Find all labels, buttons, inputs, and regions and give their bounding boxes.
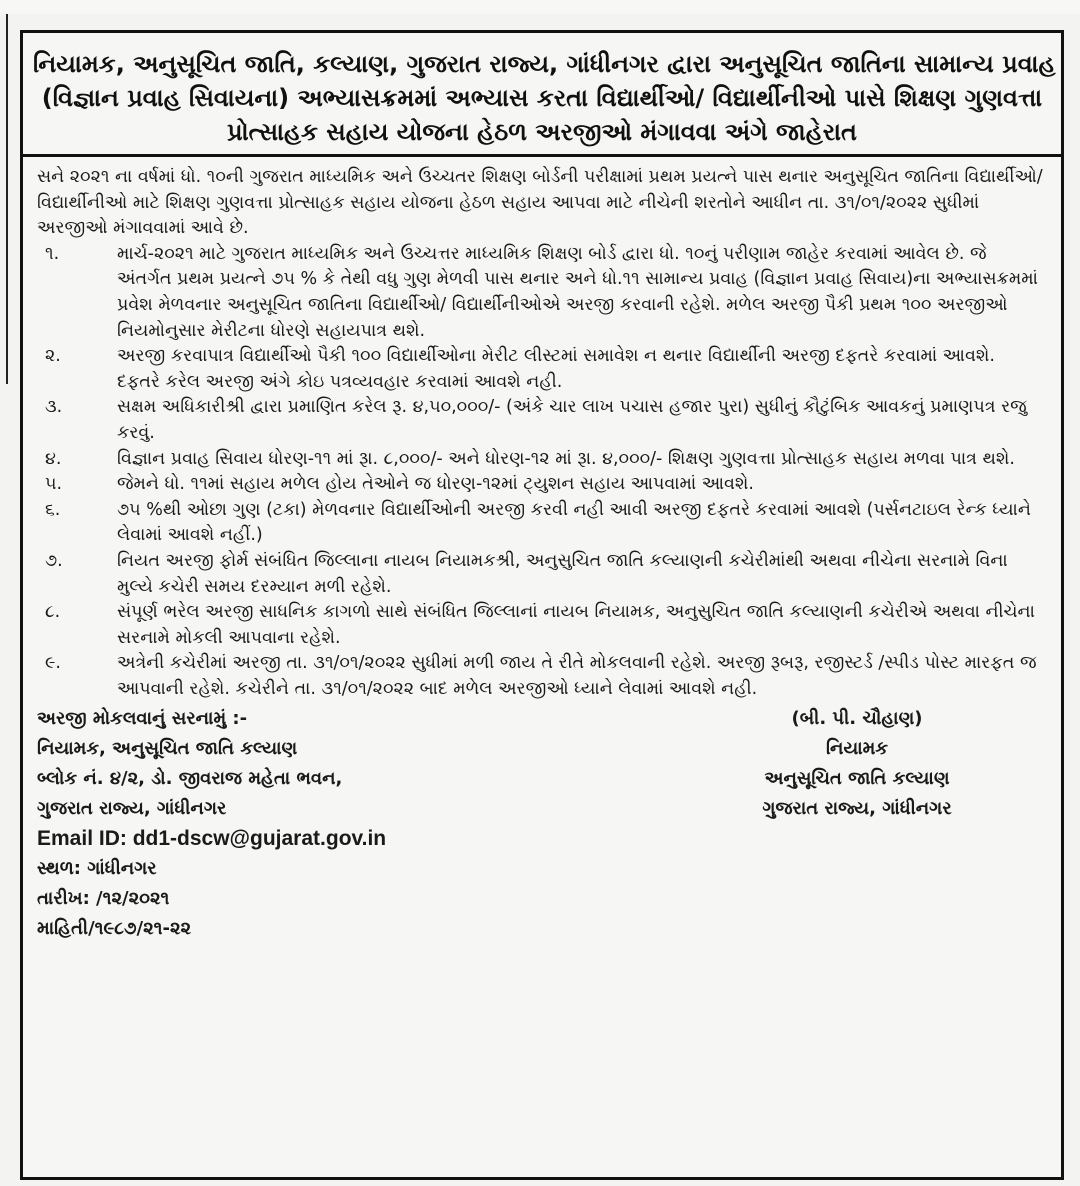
condition-text: સક્ષમ અધિકારીશ્રી દ્વારા પ્રમાણિત કરેલ રૂ. ૪,૫૦,૦૦૦/- (અંકે ચાર લાખ પચાસ હજાર પુરા) સુધીનું કૌટુંબિક આવકનું પ્રમાણપત્ર રજુ કરવું. <box>117 397 1027 443</box>
notice-box <box>20 30 1064 1180</box>
notice-title <box>23 33 1061 157</box>
place-line: સ્થળ: ગાંધીનગર <box>37 858 157 880</box>
condition-text: માર્ચ-૨૦૨૧ માટે ગુજરાત માધ્યમિક અને ઉચ્ચત્તર માધ્યમિક શિક્ષણ બોર્ડ દ્વારા ધો. ૧૦નું પરીણામ જાહેર કરવામાં આવેલ છે. જે અંતર્ગત પ્રથમ પ્રયત્ને ૭૫ % કે તેથી વધુ ગુણ મેળવી પાસ થનાર અને ધો.૧૧ સામાન્ય પ્રવાહ (વિજ્ઞાન પ્રવાહ સિવાય)ના અભ્યાસક્રમમાં પ્રવેશ મેળવનાર અનુસૂચિત જાતિના વિદ્યાર્થીઓ/ વિદ્યાર્થીનીઓએ અરજી કરવાની રહેશે. મળેલ અરજી પૈકી પ્રથમ ૧૦૦ અરજીઓ નિયમોનુસાર મેરીટના ધોરણે સહાયપાત્ર થશે. <box>117 243 1038 341</box>
condition-text: જેમને ધો. ૧૧માં સહાય મળેલ હોય તેઓને જ ધોરણ-૧૨માં ટ્યુશન સહાય આપવામાં આવશે. <box>117 474 754 495</box>
condition-text: અરજી કરવાપાત્ર વિદ્યાર્થીઓ પૈકી ૧૦૦ વિદ્યાર્થીઓના મેરીટ લીસ્ટમાં સમાવેશ ન થનાર વિદ્યાર્થીની અરજી દફતરે કરવામાં આવશે. દફતરે કરેલ અરજી અંગે કોઇ પત્રવ્યવહાર કરવામાં આવશે નહી. <box>117 346 995 392</box>
title-line-2: (વિજ્ઞાન પ્રવાહ સિવાયના) અભ્યાસક્રમમાં અભ્યાસ કરતા વિદ્યાર્થીઓ/ વિદ્યાર્થીનીઓ પાસે શિક્ષણ ગુણવત્તા <box>41 84 1043 112</box>
title-line-3: પ્રોત્સાહક સહાય યોજના હેઠળ અરજીઓ મંગાવવા અંગે જાહેરાત <box>227 118 857 146</box>
condition-item <box>37 600 1043 651</box>
condition-text: ૭૫ %થી ઓછા ગુણ (ટકા) મેળવનાર વિદ્યાર્થીઓની અરજી કરવી નહી આવી અરજી દફતરે કરવામાં આવશે (પર્સનટાઇલ રેન્ક ધ્યાને લેવામાં આવશે નહીં.) <box>117 499 1031 546</box>
condition-item <box>37 395 1043 446</box>
condition-text: નિયત અરજી ફોર્મ સંબંધિત જિલ્લાના નાયબ નિયામકશ્રી, અનુસુચિત જાતિ કલ્યાણની કચેરીમાંથી અથવા નીચેના સરનામે વિના મુલ્યે કચેરી સમય દરમ્યાન મળી રહેશે. <box>117 550 1008 597</box>
condition-number: ૫. <box>45 474 63 495</box>
condition-item <box>37 344 1043 395</box>
address-line: નિયામક, અનુસૂચિત જાતિ કલ્યાણ <box>37 738 298 760</box>
signatory-place: ગુજરાત રાજ્ય, ગાંધીનગર <box>762 798 952 820</box>
date-line: તારીખ: /૧૨/૨૦૨૧ <box>37 888 170 910</box>
condition-text: સંપૂર્ણ ભરેલ અરજી સાધનિક કાગળો સાથે સંબંધિત જિલ્લાનાં નાયબ નિયામક, અનુસુચિત જાતિ કલ્યાણની કચેરીએ અથવા નીચેના સરનામે મોકલી આપવાના રહેશે. <box>117 602 1035 648</box>
condition-number: ૮. <box>45 602 61 623</box>
address-block <box>37 704 597 824</box>
condition-item <box>37 498 1043 549</box>
signatory-designation: નિયામક <box>825 738 889 760</box>
condition-number: ૬. <box>45 499 61 520</box>
condition-item <box>37 472 1043 498</box>
condition-item <box>37 447 1043 473</box>
reference-number: માહિતી/૧૯૮૭/૨૧-૨૨ <box>37 918 192 940</box>
condition-number: ૧. <box>45 243 60 264</box>
address-line: બ્લોક નં. ૪/૨, ડો. જીવરાજ મહેતા ભવન, <box>37 768 343 790</box>
condition-item <box>37 242 1043 344</box>
signatory-name: (બી. પી. ચૌહાણ) <box>791 708 923 730</box>
notice-body <box>23 157 1061 944</box>
condition-text: અત્રેની કચેરીમાં અરજી તા. ૩૧/૦૧/૨૦૨૨ સુધીમાં મળી જાય તે રીતે મોકલવાની રહેશે. અરજી રૂબરૂ, રજીસ્ટર્ડ /સ્પીડ પોસ્ટ મારફત જ આપવાની રહેશે. કચેરીને તા. ૩૧/૦૧/૨૦૨૨ બાદ મળેલ અરજીઓ ધ્યાને લેવામાં આવશે નહી. <box>117 653 1037 699</box>
page-edge <box>0 14 8 384</box>
email-id: Email ID: dd1-dscw@gujarat.gov.in <box>37 827 387 851</box>
condition-number: ૭. <box>45 550 63 571</box>
signatory-department: અનુસૂચિત જાતિ કલ્યાણ <box>764 768 950 790</box>
address-line: ગુજરાત રાજ્ય, ગાંધીનગર <box>37 798 227 820</box>
condition-item <box>37 651 1043 702</box>
condition-item <box>37 549 1043 600</box>
condition-number: ૯. <box>45 653 61 674</box>
condition-number: ૩. <box>45 397 63 418</box>
signature-block <box>697 704 1017 824</box>
address-heading: અરજી મોકલવાનું સરનામું :- <box>37 708 248 730</box>
intro-paragraph: સને ૨૦૨૧ ના વર્ષમાં ધો. ૧૦ની ગુજરાત માધ્યમિક અને ઉચ્ચતર શિક્ષણ બોર્ડની પરીક્ષામાં પ્રથમ પ્રયત્ને પાસ થનાર અનુસૂચિત જાતિના વિદ્યાર્થીઓ/ વિદ્યાર્થીનીઓ માટે શિક્ષણ ગુણવત્તા પ્રોત્સાહક સહાય યોજના હેઠળ સહાય આપવા માટે નીચેની શરતોને આધીન તા. ૩૧/૦૧/૨૦૨૨ સુધીમાં અરજીઓ મંગાવવામાં આવે છે. <box>37 167 1043 239</box>
condition-number: ૪. <box>45 448 62 469</box>
condition-text: વિજ્ઞાન પ્રવાહ સિવાય ધોરણ-૧૧ માં રૂા. ૮,૦૦૦/- અને ધોરણ-૧૨ માં રૂા. ૪,૦૦૦/- શિક્ષણ ગુણવત્તા પ્રોત્સાહક સહાય મળવા પાત્ર થશે. <box>117 448 1015 469</box>
condition-number: ૨. <box>45 346 61 367</box>
title-line-1: નિયામક, અનુસૂચિત જાતિ, કલ્યાણ, ગુજરાત રાજ્ય, ગાંધીનગર દ્વારા અનુસૂચિત જાતિના સામાન્ય પ્રવાહ <box>33 50 1056 78</box>
notice-footer <box>37 704 1043 944</box>
top-strip <box>0 0 1080 14</box>
